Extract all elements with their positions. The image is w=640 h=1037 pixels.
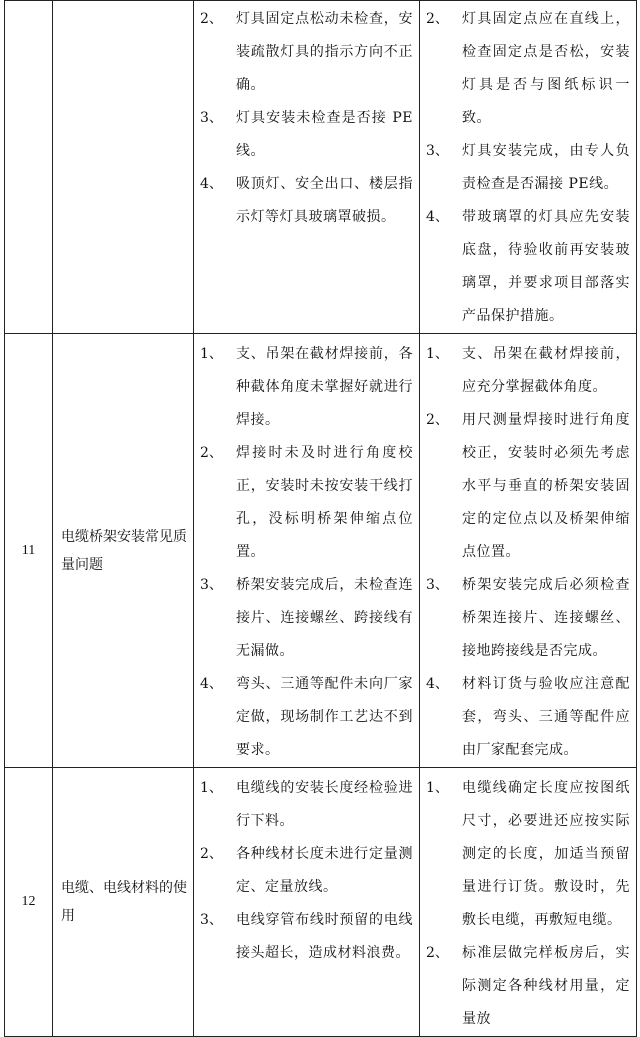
measure-cell (420, 334, 637, 768)
list-item (200, 838, 413, 904)
item-text: 灯具固定点应在直线上，检查固定点是否松，安装灯具是否与图纸标识一致。 (462, 11, 630, 126)
item-number: 1、 (200, 346, 223, 362)
list-item (426, 937, 630, 1036)
list-item (426, 338, 630, 404)
item-text: 带玻璃罩的灯具应先安装底盘，待验收前再安装玻璃罩，并要求项目部落实产品保护措施。 (462, 209, 630, 324)
list-item (426, 135, 630, 201)
quality-problems-table (4, 0, 637, 1037)
row-number (5, 1, 53, 334)
item-number: 2、 (200, 445, 223, 461)
item-number: 1、 (426, 346, 449, 362)
item-text: 电线穿管布线时预留的电线接头超长，造成材料浪费。 (236, 912, 413, 961)
item-text: 标准层做完样板房后，实际测定各种线材用量，定量放 (462, 945, 630, 1027)
problem-cell (194, 768, 420, 1037)
list-item (426, 668, 630, 767)
measure-cell (420, 1, 637, 334)
list-item (426, 404, 630, 569)
problem-cell (194, 334, 420, 768)
item-text: 灯具安装未检查是否接 PE线。 (236, 110, 413, 159)
item-text: 支、吊架在截材焊接前，应充分掌握截体角度。 (462, 346, 630, 395)
item-text: 焊接时未及时进行角度校正，安装时未按安装干线打孔，没标明桥架伸缩点位置。 (236, 445, 413, 560)
item-text: 吸顶灯、安全出口、楼层指示灯等灯具玻璃罩破损。 (236, 176, 413, 225)
measure-list (420, 1, 636, 333)
list-item (200, 102, 413, 168)
item-number: 2、 (426, 11, 449, 27)
list-item (200, 437, 413, 569)
list-item (200, 3, 413, 102)
item-number: 3、 (200, 110, 223, 126)
item-number: 2、 (200, 11, 223, 27)
item-number: 4、 (200, 176, 223, 192)
list-item (426, 3, 630, 135)
problem-category (53, 1, 194, 334)
item-number: 2、 (426, 412, 449, 428)
list-item (200, 569, 413, 668)
item-text: 材料订货与验收应注意配套，弯头、三通等配件应由厂家配套完成。 (462, 676, 630, 758)
item-number: 3、 (200, 912, 223, 928)
item-number: 3、 (426, 577, 449, 593)
item-number: 4、 (200, 676, 223, 692)
item-number: 4、 (426, 676, 449, 692)
item-text: 电缆线确定长度应按图纸尺寸，必要进还应按实际测定的长度，加适当预留量进行订货。敷设时，先敷长电缆，再敷短电缆。 (462, 780, 630, 928)
measure-list (420, 334, 636, 767)
item-number: 2、 (426, 945, 449, 961)
table-row (5, 334, 637, 768)
item-number: 3、 (426, 143, 449, 159)
row-number: 12 (5, 768, 53, 1037)
problem-list (194, 334, 419, 767)
list-item (426, 201, 630, 333)
problem-list (194, 768, 419, 970)
list-item (200, 772, 413, 838)
list-item (200, 168, 413, 234)
list-item (200, 904, 413, 970)
problem-category: 电缆、电线材料的使用 (53, 768, 194, 1037)
item-number: 3、 (200, 577, 223, 593)
problem-cell (194, 1, 420, 334)
list-item (426, 772, 630, 937)
item-text: 灯具固定点松动未检查，安装疏散灯具的指示方向不正确。 (236, 11, 413, 93)
table-row (5, 1, 637, 334)
item-text: 弯头、三通等配件未向厂家定做，现场制作工艺达不到要求。 (236, 676, 413, 758)
item-text: 灯具安装完成，由专人负责检查是否漏接 PE线。 (462, 143, 630, 192)
item-number: 1、 (426, 780, 449, 796)
measure-list (420, 768, 636, 1036)
item-number: 2、 (200, 846, 223, 862)
list-item (200, 338, 413, 437)
problem-category: 电缆桥架安装常见质量问题 (53, 334, 194, 768)
item-text: 桥架安装完成后必须检查桥架连接片、连接螺丝、接地跨接线是否完成。 (462, 577, 630, 659)
problem-list (194, 1, 419, 234)
row-number: 11 (5, 334, 53, 768)
table-row (5, 768, 637, 1037)
list-item (200, 668, 413, 767)
measure-cell (420, 768, 637, 1037)
item-text: 支、吊架在截材焊接前，各种截体角度未掌握好就进行焊接。 (236, 346, 413, 428)
item-text: 各种线材长度未进行定量测定、定量放线。 (236, 846, 413, 895)
item-number: 4、 (426, 209, 449, 225)
item-number: 1、 (200, 780, 223, 796)
list-item (426, 569, 630, 668)
item-text: 电缆线的安装长度经检验进行下料。 (236, 780, 413, 829)
item-text: 用尺测量焊接时进行角度校正，安装时必须先考虑水平与垂直的桥架安装固定的定位点以及桥架伸缩点位置。 (462, 412, 630, 560)
item-text: 桥架安装完成后，未检查连接片、连接螺丝、跨接线有无漏做。 (236, 577, 413, 659)
